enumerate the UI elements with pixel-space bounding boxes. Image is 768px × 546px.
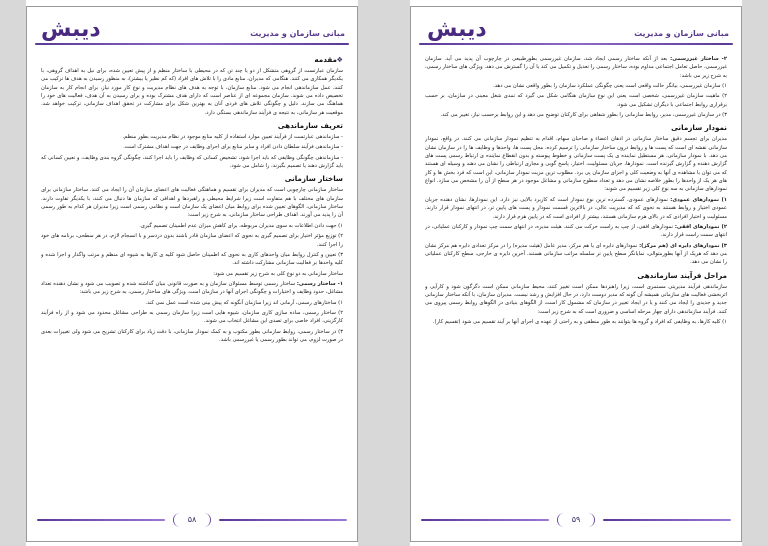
left-margin — [0, 0, 26, 546]
publisher-logo: دیبش — [41, 17, 101, 42]
section-heading-intro: ❖مقدمه — [314, 55, 343, 64]
page-number: ۵۹ — [557, 513, 595, 527]
page-footer — [421, 513, 731, 527]
structure-item-2: ۲) توزیع مؤثر اختیار برای تصمیم گیری به نحوی که اعضای سازمان قادر باشند بدون دردسر و با انسجام لازم، در هر سطحی، برنامه های خود را اجرا کنند. — [41, 233, 343, 248]
page-footer — [37, 513, 347, 527]
paragraph-types: ساختار سازمانی به دو نوع کلی به شرح زیر تقسیم می شود: — [213, 270, 343, 277]
section-heading-org-chart: نمودار سازمانی — [671, 123, 727, 133]
center-gutter — [358, 0, 410, 546]
informal-label: ۲- ساختار غیررسمی: — [670, 56, 727, 62]
informal-feature-3: ۳) در سازمان غیررسمی، مدیر، روابط سازمانی را بطور شفاهی برای کارکنان توضیح می دهد و این روابط برحسب نیاز، تغییر می کند. — [440, 112, 727, 119]
section-heading-structure: ساختار سازمانی — [284, 174, 343, 184]
chart-type-circular: ۳) نمودارهای دایره ای (هم مرکز): نمودارهای دایره ای یا هم مرکز، مدیر عامل (هیئت مدیره) را در مرکز تعدادی دایره هم مرکز نشان می دهد که هریک از آنها بطورمتوالی، نمایانگر سطح پایین تر سلسله مراتب سازمانی هستند. آخرین دایره ی خارجی، سطح کارکنان عملیاتی را نشان می دهد. — [425, 242, 727, 266]
footer-rule-right — [603, 519, 731, 521]
page-body — [425, 55, 727, 503]
section-heading-process: مراحل فرآیند سازماندهی — [637, 270, 727, 280]
informal-feature-2: ۲) ماهیت سازمان غیررسمی، شخصی است یعنی این نوع سازمان هنگامی شکل می گیرد که تمدی شغل معینی در سازمان، بر حسب برقراری روابط اجتماعی با دیگران تشکیل می شود. — [425, 93, 727, 108]
chart-type-vertical: ۱) نمودارهای عمودی: نمودارهای عمودی، گسترده ترین نوع نمودار است که کاربرد بالایی نیز دارد. این نمودارها، نشان دهنده جریان عمودی اختیار و روابط هستند به نحوی که که مدیریت عالی، در بالاترین قسمت نمودار و پست های پایین تر، در انتهای نمودار قرار دارند. مسئولیت و اختیار افرادی که در بالای هرم سازمانی هستند، بیشتر از افرادی است که در پایین هرم قرار دارند. — [425, 196, 727, 220]
structure-item-3: ۳) تعیین و کنترل روابط میان واحدهای کاری به نحوی که اطمینان حاصل شود کلیه ی کارها به شیوه ای منظم و مرتب واگذار و اجرا شده و کلیه واحدها بر فعالیت سازمانی مشارکت داشته اند. — [41, 251, 343, 267]
footer-rule-right — [219, 519, 347, 521]
right-margin — [742, 0, 768, 546]
chart-type-horizontal: ۲) نمودارهای افقی: نمودارهای افقی، از چپ به راست حرکت می کنند. هیئت مدیره، در انتهای سمت چپ نمودار و کارکنان عملیاتی، در انتهای سمت راست قرار دارند. — [425, 223, 727, 239]
informal-feature-1: ۱) سازمان غیررسمی، بیانگر حالت واقعی است یعنی چگونگی عملکرد سازمان را بطور واقعی نشان می دهد. — [493, 83, 727, 90]
footer-rule-left — [37, 519, 165, 521]
diamond-bullet-icon: ❖ — [336, 55, 343, 64]
paragraph-org-chart: مدیران برای تجسم دقیق ساختار سازمانی در اذهان اعضاء و صاحبان سهام، اقدام به تنظیم نمودار سازمانی می کنند. در واقع، نمودار سازمانی نقشه ای است که پست ها و روابط درون ساختار سازمانی را ترسیم کرده، محل پست ها، واحدها و وظایف ها را در سازمان نشان می دهد. با نمودار سازمانی، هر مستطیل نماینده ی یک پست سازمانی و خطوط پیوسته و بدون انقطاع نماینده ی ارتباط رسمی پست های گزارش دهنده و گزارش گیرنده است. نمودارها، جریان مسئولیت، اختیار، پاسخ گویی و مجاری ارتباطی را نشان می دهند و وسیله ای هستند که می توان با مشاهده ی آنها به وضعیت کلی و اجزای سازمان پی برد. مطلوب ترین مزیت نمودار سازمانی، این است که فرد بخش ها و کار های هر یک از واحدها را بطور خلاصه نشان می دهد و تعداد سطوح سازمانی و مشاغل موجود در هر سطح از آن را مشخص می سازد. انواع نمودارهای سازمانی به سه نوع کلی زیر تقسیم می شوند: — [425, 136, 727, 193]
formal-label: ۱- ساختار رسمی: — [296, 280, 343, 287]
structure-item-1: ۱) جهت دادن اطلاعات به سوی مدیران مربوطه، برای کاهش میزان عدم اطمینان تصمیم گیری. — [139, 222, 343, 229]
footer-rule-left — [421, 519, 549, 521]
definition-bullet-2: - سازماندهی فرآیند سلطان دادن افراد و سایر منابع برای اجرای وظایف در جهت اهداف مشترک است. — [123, 144, 343, 151]
right-page — [410, 6, 742, 542]
formal-feature-1: ۱) ساختارهای رسمی، آرمانی اند زیرا سازمان آنگونه که پیش بینی شده است عمل نمی کند. — [145, 299, 343, 306]
left-page — [26, 6, 358, 542]
process-step-1: ۱) کلیه کارها، به وظایفی که افراد و گروه ها بتوانند به طور منطقی و به راحتی از عهده ی اجرای آنها بر آیند تقسیم می شود (تقسیم کار). — [432, 318, 727, 325]
formal-feature-2: ۲) ساختار رسمی، ساده سازی کاری سازمان، شیوه هایی است زیرا سازمان رسمی به طراحی مشاغل محدود می شود و از راه فرآیند کارگزینی، افراد خاصی برای تصدی این مشاغل انتخاب می شوند. — [41, 309, 343, 325]
page-body — [41, 55, 343, 503]
header-rule — [419, 43, 733, 45]
publisher-logo: دیبش — [427, 17, 487, 42]
book-title: مبانی سازمان و مدیریت — [250, 29, 345, 38]
definition-bullet-3: - سازماندهی چگونگی وظایفی که باید اجرا شود، تشخیص کسانی که وظایف را باید اجرا کنند، چگونگی گروه بندی وظایف، و تعیین کسانی که باید گزارش دهند یا تصمیم بگیرند، را شامل می شود. — [41, 154, 343, 170]
informal-structure: ۲- ساختار غیررسمی: بعد از آنکه ساختار رسمی ایجاد شد، سازمان غیررسمی بطورطبیعی در چارچوب آن پدید می آید. سازمان غیررسمی، حاصل تعامل اجتماعی مداوم بوده، ساختار رسمی را تعدیل و تکمیل می کند یا آن را گسترش می دهد. ویژگی های ساختار رسمی، به شرح زیر می باشد: — [425, 56, 727, 79]
paragraph-intro: سازمان عبارتست از گروهی متشکل از دو یا چند تن که در محیطی با ساختار منظم و از پیش تعیین شده، برای نیل به اهداف گروهی، با یکدیگر همکاری می کنند. هنگامی که مدیران، منابع مادی را با تلاش های افراد (که کم نظیر یا بیشتر)، به منظور رسیدن به هدف ها ترکیب می کنند، عمل سازماندهی انجام می شود. منابع سازمان، با توجه به هدف های نظام مدیریت و نوع کار مورد نیاز، برای انجام کار به سازمان تخصیص داده می شوند. سازمان مجموعه ای از عناصر است که دارای هدف مشترک بوده و برای رسیدن به آن هدف، فعالیت های خود را هماهنگ می سازند. دلیل و چگونگی تلاش های فردی آنان به بهترین شکل برای مشارکت در تحقق اهداف سازمانی، ترکیب خواهد شد. موقعیت هر سازمانی، به نتیجه ی فرآیند سازماندهی بستگی دارد. — [41, 68, 343, 116]
formal-feature-3: ۳) در ساختار رسمی، روابط سازمانی بطور مکتوب و به کمک نمودار سازمانی، با دقت زیاد برای کارکنان تشریح می شود ولی تغییرات بعدی در صورت لزوم، می تواند بطور رسمی یا غیررسمی باشد. — [41, 328, 343, 343]
page-number: ۵۸ — [173, 513, 211, 527]
formal-structure: ۱- ساختار رسمی: ساختار رسمی توسط مسئولان سازمان و به صورت قانونی بنیان گذاشته شده و تصویب می شود و نشان دهنده تعداد مشاغل، حدود وظایف و اختیارات و چگونگی اجرای آنها در سازمان است. ویژگی های ساختار رسمی، به شرح زیر می باشد: — [41, 280, 343, 296]
section-heading-definition: تعریف سازماندهی — [277, 121, 343, 131]
definition-bullet-1: - سازماندهی عبارتست از فرآیند تعیین موارد استفاده از کلیه منابع موجود در نظام مدیریت بطور منظم. — [122, 134, 343, 141]
book-title: مبانی سازمان و مدیریت — [634, 29, 729, 38]
paragraph-structure: ساختار سازمانی چارچوبی است که مدیران برای تقسیم و هماهنگی فعالیت های اعضای سازمان آن را ایجاد می کنند. ساختار سازمانی برای سازمان های مختلف با هم متفاوت است زیرا شرایط محیطی و راهبردها و اهدافی که سازمان ها دنبال می کنند، با یکدیگر تفاوت دارند. ساختار سازمانی، الگوهای تعیین شده برای روابط میان اعضای یک سازمان است و نظامی رسمی است زیرا مدیران هر کدام به طور رسمی آن را پدید می آورند. اهداف طراحی ساختار سازمانی، به شرح زیر است: — [41, 187, 343, 219]
header-rule — [35, 43, 349, 45]
paragraph-process: سازماندهی فرآیند مدیریتی مستمری است، زیرا راهبردها ممکن است تغییر کنند، محیط سازمانی ممکن است دگرگون شود و کارآیی و اثربخشی فعالیت های سازمانی همیشه آن گونه که مدیر دوست دارد، در حال افزایش و رشد نیست. مدیران سازمان، با آنکه ساختار سازمانی جدید و جدیدی را ایجاد می کنند و یا در ایجاد تغییر در سازمان که مشمول کار است، از الگوهای بنیادی در الگوهای روابط رسمی پیروی می کنند. فرآیند سازماندهی دارای چهار مرحله اساسی و ضروری است که به شرح زیر است: — [425, 283, 727, 315]
